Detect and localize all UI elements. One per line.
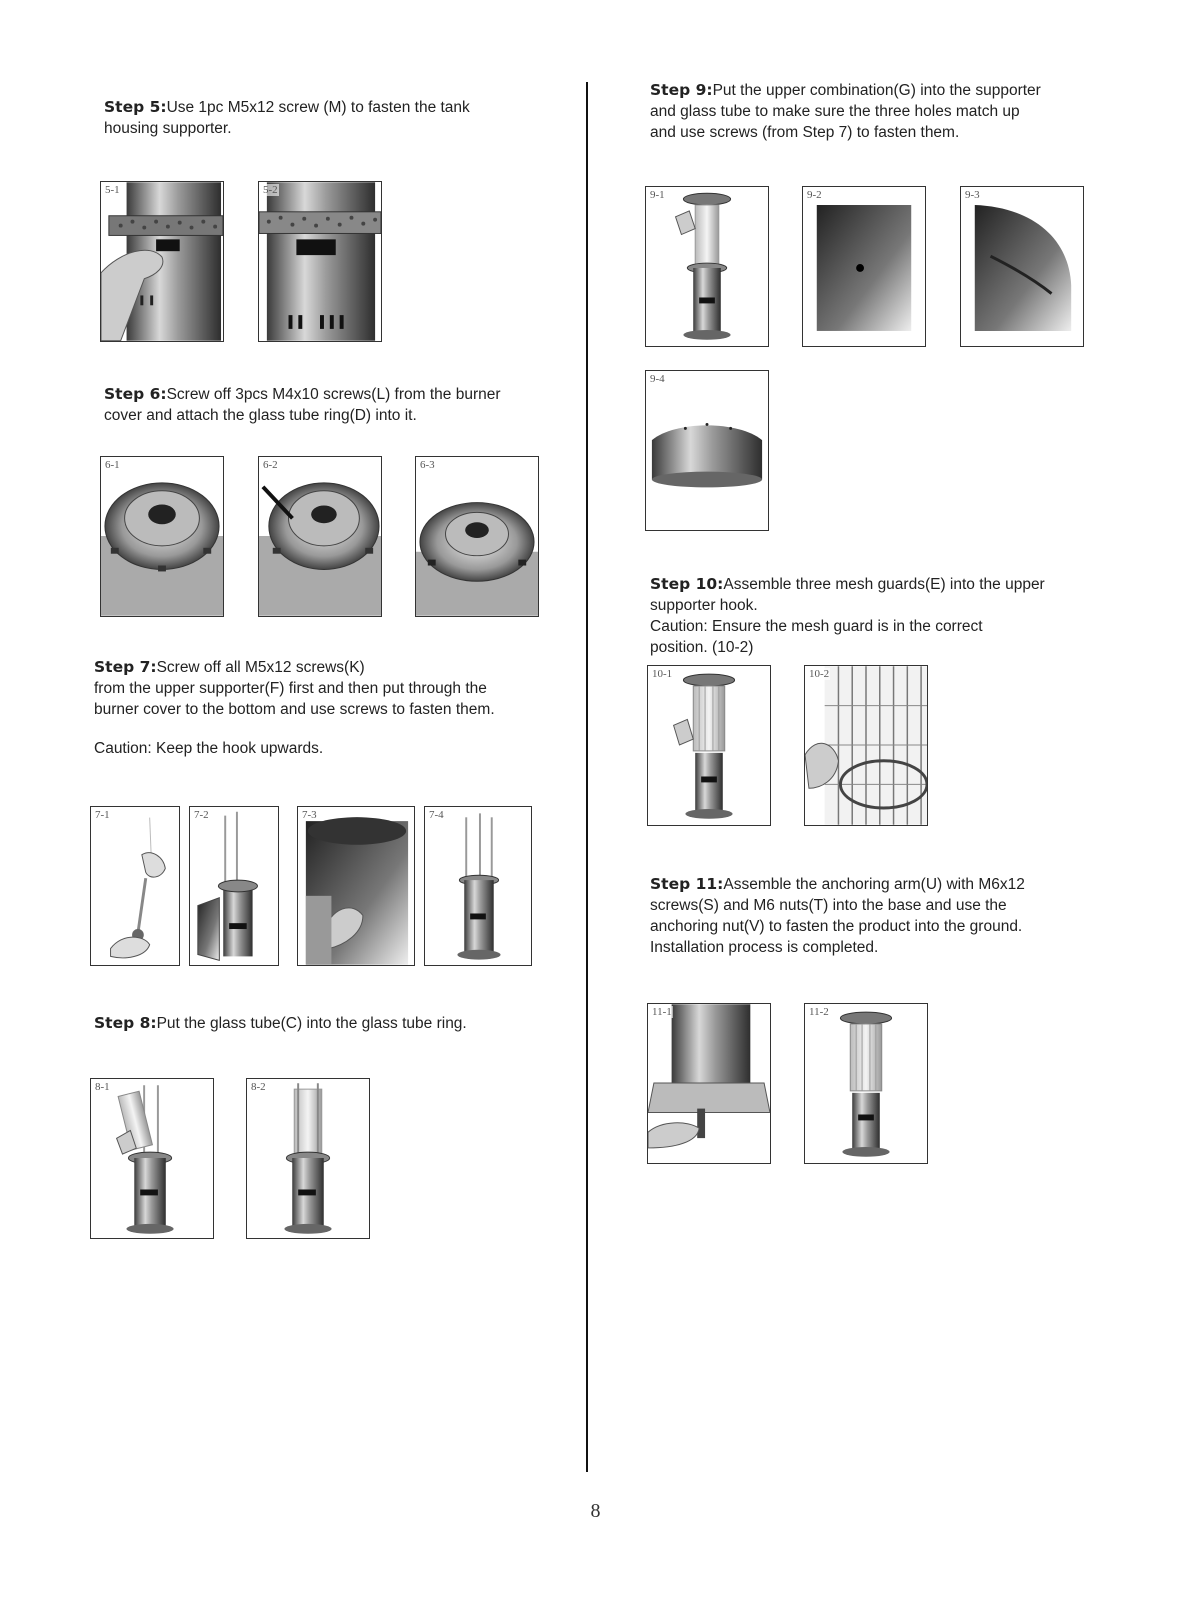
photo-6-3-caption: 6-3 bbox=[420, 459, 435, 471]
burner-cover-illustration bbox=[101, 457, 223, 616]
step-10-label: Step 10: bbox=[650, 575, 724, 593]
step-10-line-2: supporter hook. bbox=[650, 597, 758, 614]
completed-heater-illustration bbox=[805, 1004, 927, 1163]
photo-5-1-caption: 5-1 bbox=[105, 184, 120, 196]
glass-tube-insertion-illustration bbox=[91, 1079, 213, 1238]
inside-burner-hand-illustration bbox=[298, 807, 414, 965]
glass-tube-ring-illustration bbox=[416, 457, 538, 616]
screw-hole-closeup-illustration bbox=[803, 187, 925, 346]
assembled-supporter-illustration bbox=[425, 807, 531, 965]
burner-cover-screwdriver-illustration bbox=[259, 457, 381, 616]
photo-11-2 bbox=[804, 1003, 928, 1164]
photo-7-3 bbox=[297, 806, 415, 966]
column-divider bbox=[586, 82, 588, 1472]
photo-8-2-caption: 8-2 bbox=[251, 1081, 266, 1093]
page-number: 8 bbox=[590, 1500, 601, 1522]
step-11-label: Step 11: bbox=[650, 875, 724, 893]
photo-10-2-caption: 10-2 bbox=[809, 668, 830, 680]
step-6-text bbox=[104, 384, 501, 426]
step-7-caution: Caution: Keep the hook upwards. bbox=[94, 740, 324, 757]
photo-7-2 bbox=[189, 806, 279, 966]
step-5-label: Step 5: bbox=[104, 98, 167, 116]
step-9-label: Step 9: bbox=[650, 81, 713, 99]
photo-6-2-caption: 6-2 bbox=[263, 459, 278, 471]
step-7-line-2: from the upper supporter(F) first and then put through the bbox=[94, 680, 487, 697]
photo-6-3 bbox=[415, 456, 539, 617]
photo-8-1 bbox=[90, 1078, 214, 1239]
step-10-line-4: position. (10-2) bbox=[650, 639, 754, 656]
photo-9-1 bbox=[645, 186, 769, 347]
step-7-label: Step 7: bbox=[94, 658, 157, 676]
step-11-text bbox=[650, 874, 1025, 958]
photo-11-1 bbox=[647, 1003, 771, 1164]
photo-10-2 bbox=[804, 665, 928, 826]
glass-tube-installed-illustration bbox=[247, 1079, 369, 1238]
reflector-underside-illustration bbox=[961, 187, 1083, 346]
photo-7-4-caption: 7-4 bbox=[429, 809, 444, 821]
photo-9-2-caption: 9-2 bbox=[807, 189, 822, 201]
photo-6-2 bbox=[258, 456, 382, 617]
anchoring-arm-base-illustration bbox=[648, 1004, 770, 1163]
heater-housing-supporter-illustration bbox=[259, 182, 381, 341]
step-10-line-3: Caution: Ensure the mesh guard is in the correct bbox=[650, 618, 983, 635]
step-9-line-3: and use screws (from Step 7) to fasten them. bbox=[650, 124, 960, 141]
photo-11-2-caption: 11-2 bbox=[809, 1006, 829, 1018]
heater-mesh-guard-illustration bbox=[648, 666, 770, 825]
step-11-line-3: anchoring nut(V) to fasten the product into the ground. bbox=[650, 918, 1023, 935]
photo-7-3-caption: 7-3 bbox=[302, 809, 317, 821]
step-7-text bbox=[94, 657, 495, 759]
step-6-label: Step 6: bbox=[104, 385, 167, 403]
photo-5-2-caption: 5-2 bbox=[263, 184, 278, 196]
step-8-text bbox=[94, 1013, 467, 1034]
heater-upper-combination-illustration bbox=[646, 187, 768, 346]
step-9-line-2: and glass tube to make sure the three holes match up bbox=[650, 103, 1020, 120]
photo-5-2 bbox=[258, 181, 382, 342]
photo-10-1-caption: 10-1 bbox=[652, 668, 673, 680]
step-6-line-1: Screw off 3pcs M4x10 screws(L) from the burner bbox=[166, 386, 501, 403]
step-7-line-3: burner cover to the bottom and use screws to fasten them. bbox=[94, 701, 495, 718]
upper-supporter-rods-illustration bbox=[190, 807, 278, 965]
photo-6-1 bbox=[100, 456, 224, 617]
photo-8-2 bbox=[246, 1078, 370, 1239]
photo-9-4-caption: 9-4 bbox=[650, 373, 665, 385]
hands-screwdriver-illustration bbox=[91, 807, 179, 965]
step-5-text bbox=[104, 97, 470, 139]
photo-9-3 bbox=[960, 186, 1084, 347]
photo-9-2 bbox=[802, 186, 926, 347]
step-9-line-1: Put the upper combination(G) into the supporter bbox=[712, 82, 1041, 99]
step-6-line-2: cover and attach the glass tube ring(D) into it. bbox=[104, 407, 417, 424]
photo-11-1-caption: 11-1 bbox=[652, 1006, 672, 1018]
step-10-text bbox=[650, 574, 1045, 658]
mesh-guard-closeup-illustration bbox=[805, 666, 927, 825]
step-11-line-2: screws(S) and M6 nuts(T) into the base and use the bbox=[650, 897, 1007, 914]
step-11-line-4: Installation process is completed. bbox=[650, 939, 879, 956]
step-5-line-2: housing supporter. bbox=[104, 120, 232, 137]
photo-9-1-caption: 9-1 bbox=[650, 189, 665, 201]
photo-7-1-caption: 7-1 bbox=[95, 809, 110, 821]
photo-7-1 bbox=[90, 806, 180, 966]
photo-8-1-caption: 8-1 bbox=[95, 1081, 110, 1093]
photo-7-4 bbox=[424, 806, 532, 966]
photo-6-1-caption: 6-1 bbox=[105, 459, 120, 471]
step-8-line-1: Put the glass tube(C) into the glass tube ring. bbox=[156, 1015, 467, 1032]
step-11-line-1: Assemble the anchoring arm(U) with M6x12 bbox=[723, 876, 1025, 893]
photo-10-1 bbox=[647, 665, 771, 826]
step-7-line-1: Screw off all M5x12 screws(K) bbox=[156, 659, 365, 676]
step-10-line-1: Assemble three mesh guards(E) into the upper bbox=[723, 576, 1045, 593]
heater-housing-hand-illustration bbox=[101, 182, 223, 341]
photo-9-4 bbox=[645, 370, 769, 531]
reflector-top-illustration bbox=[646, 371, 768, 530]
step-9-text bbox=[650, 80, 1041, 143]
photo-7-2-caption: 7-2 bbox=[194, 809, 209, 821]
step-8-label: Step 8: bbox=[94, 1014, 157, 1032]
photo-5-1 bbox=[100, 181, 224, 342]
step-5-line-1: Use 1pc M5x12 screw (M) to fasten the tank bbox=[166, 99, 470, 116]
photo-9-3-caption: 9-3 bbox=[965, 189, 980, 201]
